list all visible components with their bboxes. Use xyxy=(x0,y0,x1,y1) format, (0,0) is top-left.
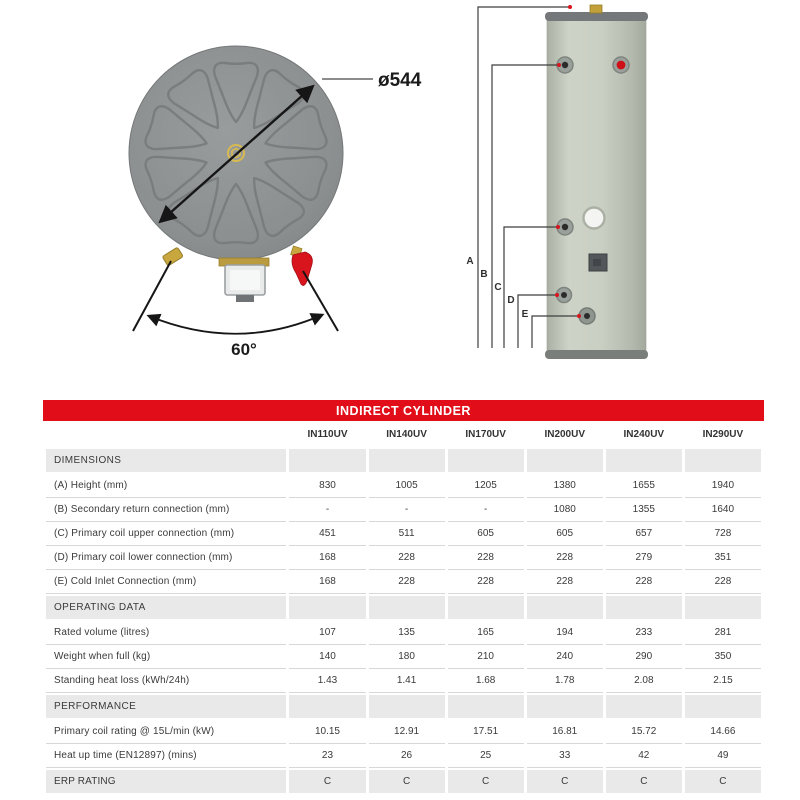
row-value: 16.81 xyxy=(527,720,603,744)
row-value: 1080 xyxy=(527,498,603,522)
front-view-diagram xyxy=(466,5,648,359)
row-value xyxy=(448,447,524,474)
immersion-boss xyxy=(584,208,605,229)
table-title: INDIRECT CYLINDER xyxy=(336,403,471,418)
row-value xyxy=(369,594,445,621)
row-value: C xyxy=(527,768,603,795)
row-value: 107 xyxy=(289,621,365,645)
table-row xyxy=(46,744,761,768)
row-label: Weight when full (kg) xyxy=(46,645,286,669)
row-value: 33 xyxy=(527,744,603,768)
row-value: C xyxy=(606,768,682,795)
table-row xyxy=(46,546,761,570)
row-value: 350 xyxy=(685,645,761,669)
table-row xyxy=(46,522,761,546)
row-value xyxy=(289,693,365,720)
row-value xyxy=(369,693,445,720)
row-value xyxy=(448,594,524,621)
row-value xyxy=(606,693,682,720)
table-row xyxy=(46,447,761,474)
row-value: - xyxy=(448,498,524,522)
row-value xyxy=(606,594,682,621)
top-brass-fitting xyxy=(590,5,602,13)
table-row xyxy=(46,474,761,498)
immersion-heater-boss xyxy=(219,258,269,302)
row-value xyxy=(527,447,603,474)
dimension-labels xyxy=(466,256,528,320)
figures xyxy=(0,0,800,398)
table-row xyxy=(46,570,761,594)
table-title-bar xyxy=(43,400,764,421)
hot-outlet-port xyxy=(613,57,629,73)
row-value: 228 xyxy=(527,570,603,594)
row-value: 240 xyxy=(527,645,603,669)
row-value: 351 xyxy=(685,546,761,570)
row-label: Primary coil rating @ 15L/min (kW) xyxy=(46,720,286,744)
row-label: Standing heat loss (kWh/24h) xyxy=(46,669,286,693)
row-value: 1.43 xyxy=(289,669,365,693)
row-value: 2.08 xyxy=(606,669,682,693)
table-row xyxy=(46,645,761,669)
row-value: 23 xyxy=(289,744,365,768)
row-value: - xyxy=(369,498,445,522)
row-value: 1205 xyxy=(448,474,524,498)
row-value: 605 xyxy=(527,522,603,546)
row-value: 228 xyxy=(606,570,682,594)
angle-label: 60° xyxy=(231,340,257,359)
table-row xyxy=(46,720,761,744)
diameter-label: ø544 xyxy=(378,70,422,91)
row-label: OPERATING DATA xyxy=(46,594,286,621)
row-label: ERP RATING xyxy=(46,768,286,795)
row-value: 135 xyxy=(369,621,445,645)
column-header: IN140UV xyxy=(386,428,427,440)
row-value: 26 xyxy=(369,744,445,768)
row-value: 228 xyxy=(527,546,603,570)
row-value: 2.15 xyxy=(685,669,761,693)
row-value: 228 xyxy=(685,570,761,594)
row-value: 657 xyxy=(606,522,682,546)
row-value: C xyxy=(369,768,445,795)
row-value xyxy=(685,594,761,621)
table-row xyxy=(46,768,761,795)
row-value: - xyxy=(289,498,365,522)
row-label: (E) Cold Inlet Connection (mm) xyxy=(46,570,286,594)
table-row xyxy=(46,693,761,720)
row-value: 228 xyxy=(448,570,524,594)
row-value: 168 xyxy=(289,570,365,594)
row-value: 140 xyxy=(289,645,365,669)
row-value: 1640 xyxy=(685,498,761,522)
row-value: 25 xyxy=(448,744,524,768)
table-row xyxy=(46,498,761,522)
row-value: 14.66 xyxy=(685,720,761,744)
row-value xyxy=(606,447,682,474)
column-header: IN170UV xyxy=(465,428,506,440)
dim-label-d: D xyxy=(507,295,515,306)
top-view-diagram xyxy=(129,46,422,359)
row-value: 228 xyxy=(369,546,445,570)
row-label: Heat up time (EN12897) (mins) xyxy=(46,744,286,768)
lid-connection-left xyxy=(162,247,183,266)
row-value: 165 xyxy=(448,621,524,645)
row-value: 17.51 xyxy=(448,720,524,744)
dim-label-a: A xyxy=(466,256,474,267)
row-value: 12.91 xyxy=(369,720,445,744)
row-value xyxy=(685,447,761,474)
dim-label-c: C xyxy=(494,282,502,293)
row-value: 15.72 xyxy=(606,720,682,744)
row-value: 1940 xyxy=(685,474,761,498)
row-value xyxy=(289,447,365,474)
table-row xyxy=(46,621,761,645)
row-value: 228 xyxy=(448,546,524,570)
column-header: IN240UV xyxy=(623,428,665,440)
cold-inlet-port xyxy=(579,308,595,324)
row-value: 1.78 xyxy=(527,669,603,693)
row-value: 279 xyxy=(606,546,682,570)
row-value xyxy=(685,693,761,720)
row-value xyxy=(527,693,603,720)
cylinder-bottom-cap xyxy=(545,350,648,359)
column-header: IN200UV xyxy=(544,428,586,440)
row-value: 830 xyxy=(289,474,365,498)
table-row xyxy=(46,594,761,621)
row-value: 210 xyxy=(448,645,524,669)
row-value xyxy=(369,447,445,474)
row-label: PERFORMANCE xyxy=(46,693,286,720)
dim-label-e: E xyxy=(521,309,529,320)
row-value: 1655 xyxy=(606,474,682,498)
row-value: 168 xyxy=(289,546,365,570)
thermostat-box xyxy=(589,254,607,271)
row-value: 233 xyxy=(606,621,682,645)
row-value: 1380 xyxy=(527,474,603,498)
row-value: 42 xyxy=(606,744,682,768)
row-value: 10.15 xyxy=(289,720,365,744)
row-value xyxy=(289,594,365,621)
row-label: DIMENSIONS xyxy=(46,447,286,474)
row-value: 1355 xyxy=(606,498,682,522)
table-row xyxy=(46,669,761,693)
row-label: (B) Secondary return connection (mm) xyxy=(46,498,286,522)
row-value: 194 xyxy=(527,621,603,645)
row-value: C xyxy=(685,768,761,795)
column-header-row xyxy=(46,421,761,447)
row-label: Rated volume (litres) xyxy=(46,621,286,645)
dim-label-b: B xyxy=(480,269,488,280)
row-value: 1.68 xyxy=(448,669,524,693)
column-header: IN110UV xyxy=(307,428,348,440)
row-value: 180 xyxy=(369,645,445,669)
row-value: 49 xyxy=(685,744,761,768)
row-value: 1005 xyxy=(369,474,445,498)
row-value: 228 xyxy=(369,570,445,594)
row-value: C xyxy=(289,768,365,795)
row-value: 511 xyxy=(369,522,445,546)
row-value xyxy=(527,594,603,621)
row-value: 728 xyxy=(685,522,761,546)
row-value: 290 xyxy=(606,645,682,669)
row-label: (D) Primary coil lower connection (mm) xyxy=(46,546,286,570)
row-value: 281 xyxy=(685,621,761,645)
row-value: 605 xyxy=(448,522,524,546)
row-value: 451 xyxy=(289,522,365,546)
row-label: (A) Height (mm) xyxy=(46,474,286,498)
row-value: C xyxy=(448,768,524,795)
row-value xyxy=(448,693,524,720)
row-label: (C) Primary coil upper connection (mm) xyxy=(46,522,286,546)
corner-cell xyxy=(46,421,286,447)
column-header: IN290UV xyxy=(702,428,744,440)
spec-table xyxy=(43,400,764,795)
row-value: 1.41 xyxy=(369,669,445,693)
